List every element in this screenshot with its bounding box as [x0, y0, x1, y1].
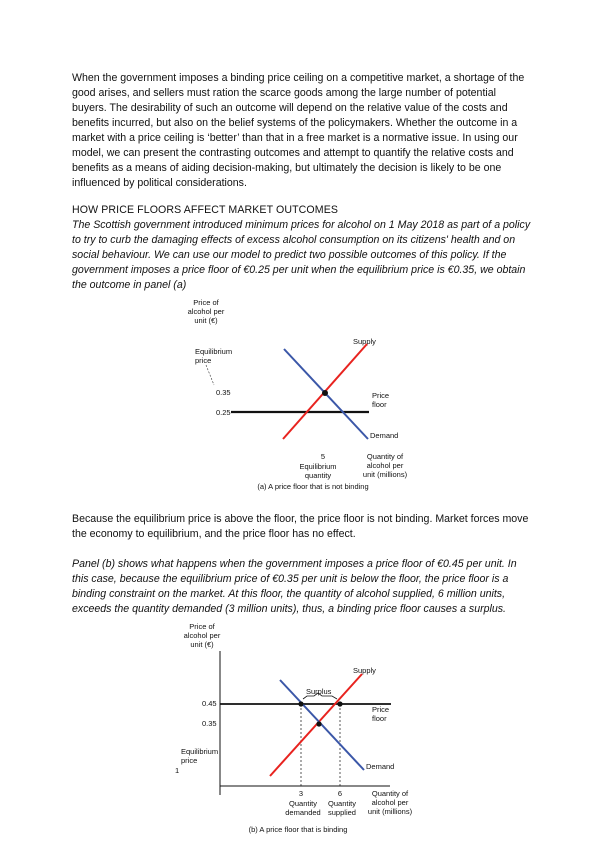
fig-b-supply-label: Supply: [353, 666, 376, 675]
fig-b-floor-label-1: Price: [372, 705, 390, 714]
fig-b-xlabel-1: Quantity of: [371, 789, 409, 798]
fig-a-equilibrium-point: [322, 390, 328, 396]
fig-b-qd-label-2: demanded: [285, 808, 321, 817]
fig-b-qs-label-1: Quantity: [328, 799, 356, 808]
scottish-policy-paragraph: The Scottish government introduced minimum prices for alcohol on 1 May 2018 as part of a policy to try to curb the damaging effects of excess alcohol consumption on its citizens' health and on social behaviour. We can use our model to predict two possible outcomes of this policy. If the government imposes a price floor of €0.25 per unit when the equilibrium price is €0.35, we obtain the outcome in panel (a): [72, 219, 531, 291]
fig-b-qs-value: 6: [337, 789, 343, 798]
not-binding-paragraph: Because the equilibrium price is above the floor, the price floor is not binding. Market forces move the economy to equilibrium, and the price floor has no effect.: [72, 513, 529, 540]
fig-b-eq-price-label-2: price: [181, 756, 198, 765]
fig-b-qd-label-1: Quantity: [289, 799, 317, 808]
fig-b-ylabel-1: Price of: [189, 622, 215, 631]
panel-b-paragraph: Panel (b) shows what happens when the government imposes a price floor of €0.45 per unit. In this case, because the equilibrium price of €0.35 per unit is below the floor, the price floor is a binding constraint on the market. At this floor, the quantity of alcohol supplied, 6 million units, exceeds the quantity demanded (3 million units), thus, a binding price floor causes a surplus.: [72, 558, 517, 615]
fig-b-ylabel-3: unit (€): [190, 640, 214, 649]
fig-b-side-marker: 1: [175, 766, 180, 775]
fig-a-eq-quantity-label-2: quantity: [304, 471, 332, 480]
fig-b-price-045: 0.45: [202, 699, 217, 708]
fig-b-floor-label-2: floor: [372, 714, 387, 723]
figure-b-price-floor-binding: [0, 620, 600, 848]
fig-a-price-035: 0.35: [216, 388, 231, 397]
fig-b-qd-point: [298, 701, 303, 706]
fig-b-price-035: 0.35: [202, 719, 217, 728]
fig-a-price-025: 0.25: [216, 408, 231, 417]
fig-b-caption: (b) A price floor that is binding: [248, 825, 348, 834]
fig-a-ylabel-1: Price of: [193, 298, 219, 307]
fig-a-xlabel-2: alcohol per: [366, 461, 404, 470]
fig-b-xlabel-3: unit (millions): [367, 807, 413, 816]
fig-a-eq-quantity-label-1: Equilibrium: [299, 462, 337, 471]
fig-a-floor-label-2: floor: [372, 400, 387, 409]
fig-b-demand-label: Demand: [366, 762, 395, 771]
fig-b-qd-value: 3: [298, 789, 304, 798]
fig-b-qs-point: [337, 701, 342, 706]
fig-a-xlabel-1: Quantity of: [366, 452, 404, 461]
fig-b-eq-price-label-1: Equilibrium: [181, 747, 219, 756]
fig-b-ylabel-2: alcohol per: [183, 631, 221, 640]
fig-b-surplus-label: Surplus: [306, 687, 332, 696]
fig-b-qs-label-2: supplied: [328, 808, 356, 817]
intro-paragraph: When the government imposes a binding price ceiling on a competitive market, a shortage of the good arises, and sellers must ration the scarce goods among the large number of potential buyers. The desirability of such an outcome will depend on the relative value of the costs and benefits incurred, but also on the belief systems of the policymakers. Whether the outcome in a market with a price ceiling is ‘better’ than that in a free market is a normative issue. In using our model, we can present the contrasting outcomes and attempt to quantify the relative costs and benefits as a means of aiding decision-making, but ultimately the decision is likely to be one influenced by political considerations.: [72, 72, 525, 189]
fig-a-eq-quantity-value: 5: [320, 452, 326, 461]
section-heading: HOW PRICE FLOORS AFFECT MARKET OUTCOMES: [72, 204, 339, 216]
figure-a-price-floor-not-binding: [0, 296, 600, 496]
fig-b-equilibrium-point: [316, 721, 321, 726]
fig-a-supply-label: Supply: [353, 337, 376, 346]
fig-a-xlabel-3: unit (millions): [362, 470, 408, 479]
fig-a-eq-pointer: [206, 365, 214, 385]
fig-a-floor-label-1: Price: [372, 391, 390, 400]
fig-b-xlabel-2: alcohol per: [371, 798, 409, 807]
fig-a-ylabel-3: unit (€): [194, 316, 218, 325]
fig-a-demand-label: Demand: [370, 431, 399, 440]
fig-a-ylabel-2: alcohol per: [187, 307, 225, 316]
fig-a-eq-price-label-2: price: [195, 356, 212, 365]
fig-a-eq-price-label-1: Equilibrium: [195, 347, 233, 356]
fig-a-caption: (a) A price floor that is not binding: [257, 482, 369, 491]
